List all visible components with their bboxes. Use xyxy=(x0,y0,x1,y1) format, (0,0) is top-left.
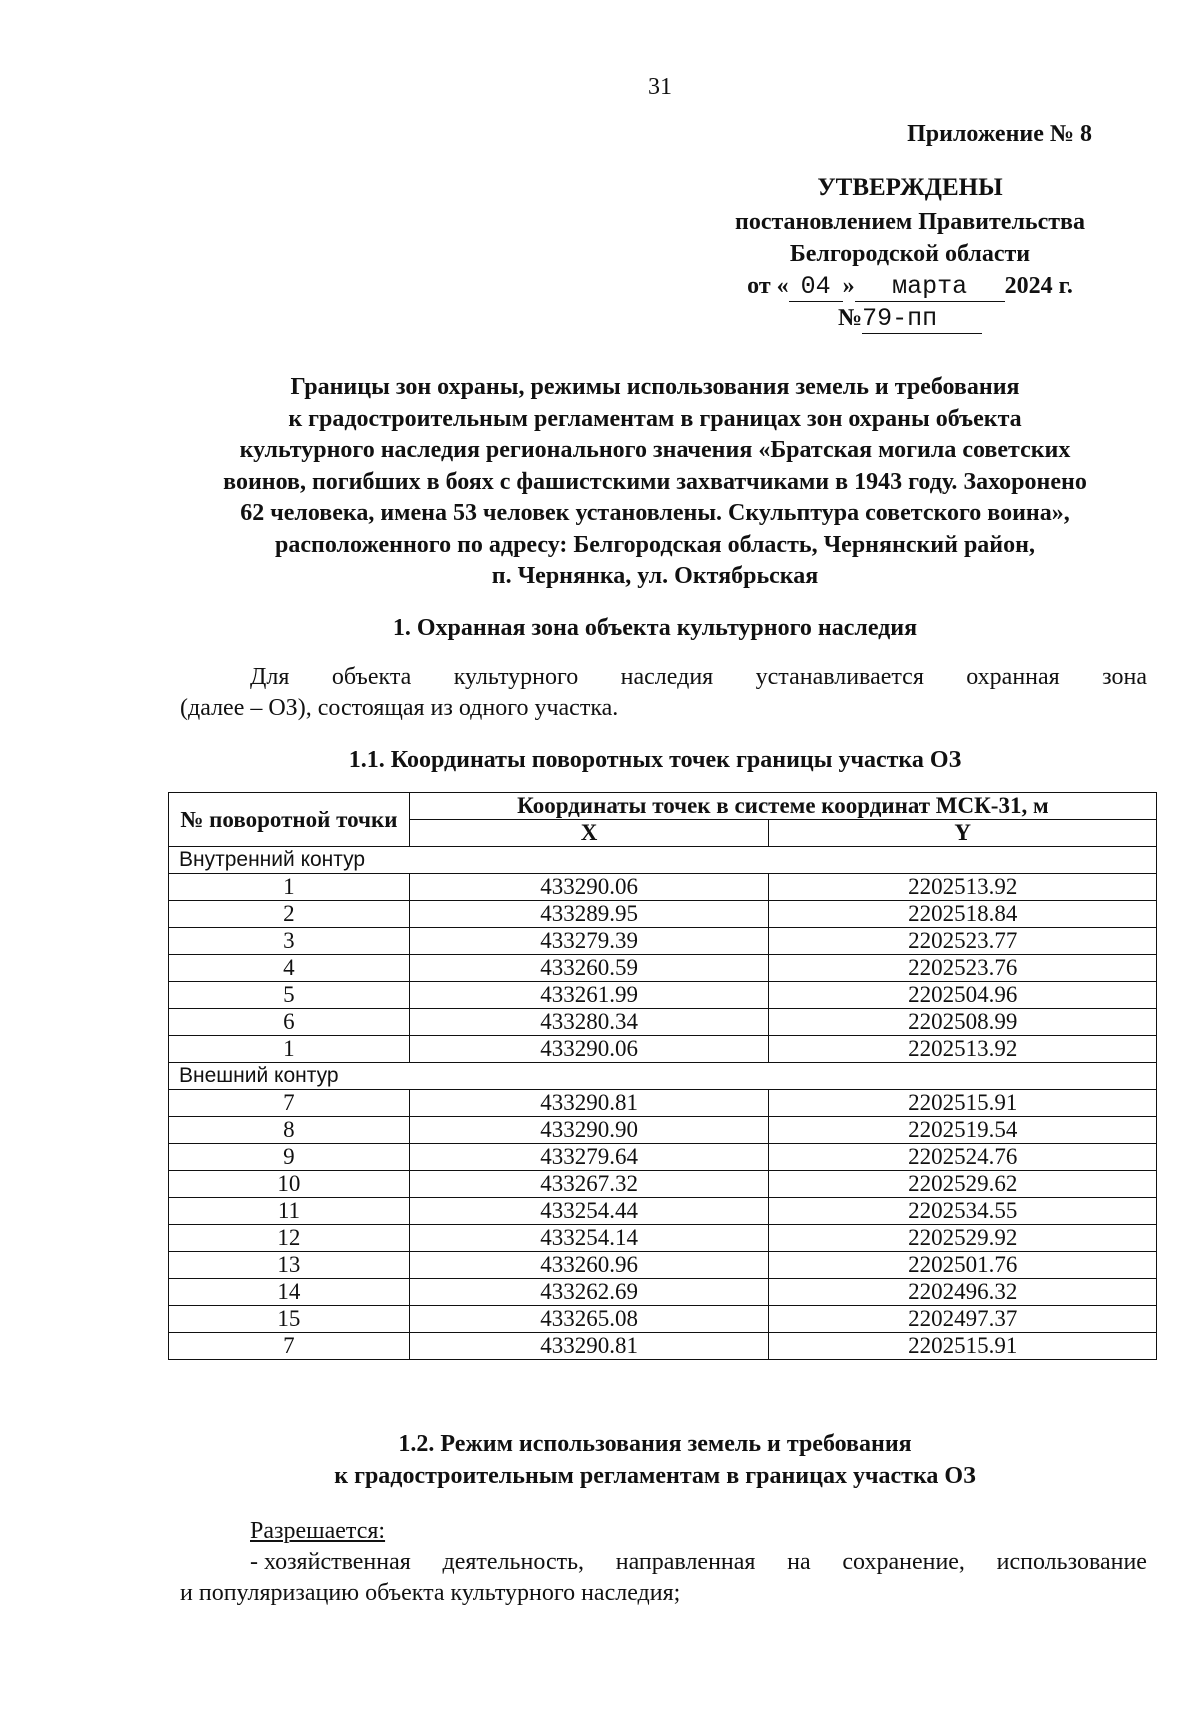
intro-word: устанавливается xyxy=(755,664,924,690)
approval-date xyxy=(700,270,1120,302)
table-row xyxy=(169,1117,1157,1144)
allowed-word: деятельность, xyxy=(442,1549,585,1575)
number-prefix: № xyxy=(837,305,863,331)
point-number-cell: 7 xyxy=(169,1333,410,1360)
x-coordinate-cell: 433290.06 xyxy=(409,874,769,901)
title-line: п. Чернянка, ул. Октябрьская xyxy=(491,563,819,589)
point-number-cell: 3 xyxy=(169,928,410,955)
intro-word: зона xyxy=(1102,664,1147,690)
x-coordinate-cell: 433280.34 xyxy=(409,1009,769,1036)
point-number-cell: 10 xyxy=(169,1171,410,1198)
approval-block xyxy=(700,118,1120,334)
coordinates-table xyxy=(168,792,1157,1360)
table-row xyxy=(169,874,1157,901)
x-coordinate-cell: 433254.44 xyxy=(409,1198,769,1225)
approval-number xyxy=(700,302,1120,334)
y-coordinate-cell: 2202515.91 xyxy=(769,1090,1157,1117)
table-group-row xyxy=(169,847,1157,874)
point-number-cell: 6 xyxy=(169,1009,410,1036)
table-row xyxy=(169,1036,1157,1063)
allowed-word: использование xyxy=(996,1549,1147,1575)
intro-paragraph xyxy=(180,662,1147,724)
table-row xyxy=(169,1333,1157,1360)
point-number-cell: 11 xyxy=(169,1198,410,1225)
y-coordinate-cell: 2202508.99 xyxy=(769,1009,1157,1036)
x-coordinate-cell: 433290.81 xyxy=(409,1090,769,1117)
x-coordinate-cell: 433290.06 xyxy=(409,1036,769,1063)
point-number-cell: 9 xyxy=(169,1144,410,1171)
y-coordinate-cell: 2202529.62 xyxy=(769,1171,1157,1198)
date-month: марта xyxy=(855,273,1005,302)
allowed-item-1-line-2: и популяризацию объекта культурного наследия; xyxy=(180,1580,681,1606)
table-row xyxy=(169,1279,1157,1306)
point-number-cell: 7 xyxy=(169,1090,410,1117)
point-number-cell: 5 xyxy=(169,982,410,1009)
x-coordinate-cell: 433279.64 xyxy=(409,1144,769,1171)
approval-line-1: постановлением Правительства xyxy=(734,209,1085,235)
contour-label: Внешний контур xyxy=(169,1063,1157,1090)
point-number-cell: 15 xyxy=(169,1306,410,1333)
y-coordinate-cell: 2202518.84 xyxy=(769,901,1157,928)
contour-label: Внутренний контур xyxy=(169,847,1157,874)
y-coordinate-cell: 2202534.55 xyxy=(769,1198,1157,1225)
table-row xyxy=(169,928,1157,955)
table-row xyxy=(169,1252,1157,1279)
intro-word: культурного xyxy=(453,664,579,690)
y-coordinate-cell: 2202519.54 xyxy=(769,1117,1157,1144)
date-day: 04 xyxy=(789,273,843,302)
x-coordinate-cell: 433254.14 xyxy=(409,1225,769,1252)
allowed-word: на xyxy=(787,1549,811,1575)
date-year: 2024 г. xyxy=(1004,273,1073,299)
y-coordinate-cell: 2202529.92 xyxy=(769,1225,1157,1252)
point-number-cell: 2 xyxy=(169,901,410,928)
appendix-label: Приложение № 8 xyxy=(907,121,1092,147)
title-line: к градостроительным регламентам в границах зон охраны объекта xyxy=(288,405,1022,432)
table-row xyxy=(169,1009,1157,1036)
intro-line-1 xyxy=(180,662,1147,693)
intro-word: наследия xyxy=(620,664,714,690)
coordinates-table-body xyxy=(169,847,1157,1360)
col-header-y: Y xyxy=(769,820,1157,847)
point-number-cell: 1 xyxy=(169,1036,410,1063)
allowed-block xyxy=(180,1516,1147,1609)
x-coordinate-cell: 433290.81 xyxy=(409,1333,769,1360)
table-row xyxy=(169,1171,1157,1198)
allowed-item-1-line-1 xyxy=(180,1547,1147,1578)
x-coordinate-cell: 433289.95 xyxy=(409,901,769,928)
y-coordinate-cell: 2202497.37 xyxy=(769,1306,1157,1333)
col-header-x: X xyxy=(409,820,769,847)
x-coordinate-cell: 433262.69 xyxy=(409,1279,769,1306)
section-1-heading: 1. Охранная зона объекта культурного наследия xyxy=(392,615,918,641)
col-header-coords: Координаты точек в системе координат МСК-31, м xyxy=(409,793,1156,820)
y-coordinate-cell: 2202523.77 xyxy=(769,928,1157,955)
x-coordinate-cell: 433279.39 xyxy=(409,928,769,955)
x-coordinate-cell: 433260.59 xyxy=(409,955,769,982)
point-number-cell: 13 xyxy=(169,1252,410,1279)
x-coordinate-cell: 433265.08 xyxy=(409,1306,769,1333)
y-coordinate-cell: 2202501.76 xyxy=(769,1252,1157,1279)
approved-heading: УТВЕРЖДЕНЫ xyxy=(817,174,1003,201)
title-line: расположенного по адресу: Белгородская область, Чернянский район, xyxy=(275,531,1035,558)
point-number-cell: 1 xyxy=(169,874,410,901)
allowed-label-text: Разрешается: xyxy=(250,1518,386,1544)
table-row xyxy=(169,1090,1157,1117)
x-coordinate-cell: 433260.96 xyxy=(409,1252,769,1279)
point-number-cell: 4 xyxy=(169,955,410,982)
table-row xyxy=(169,1225,1157,1252)
x-coordinate-cell: 433267.32 xyxy=(409,1171,769,1198)
table-row xyxy=(169,982,1157,1009)
section-1-2-line-1: 1.2. Режим использования земель и требования xyxy=(398,1431,912,1457)
date-prefix: от « xyxy=(747,273,789,299)
table-row xyxy=(169,901,1157,928)
y-coordinate-cell: 2202513.92 xyxy=(769,874,1157,901)
page-number: 31 xyxy=(648,74,672,100)
table-row xyxy=(169,1306,1157,1333)
section-1-1-heading: 1.1. Координаты поворотных точек границы участка ОЗ xyxy=(348,747,962,773)
y-coordinate-cell: 2202524.76 xyxy=(769,1144,1157,1171)
allowed-word: сохранение, xyxy=(842,1549,965,1575)
y-coordinate-cell: 2202523.76 xyxy=(769,955,1157,982)
title-line: культурного наследия регионального значения «Братская могила советских xyxy=(239,437,1071,463)
approval-line-2: Белгородской области xyxy=(789,241,1031,267)
intro-word: Для xyxy=(250,664,290,690)
point-number-cell: 12 xyxy=(169,1225,410,1252)
title-line: воинов, погибших в боях с фашистскими захватчиками в 1943 году. Захоронено xyxy=(223,468,1087,495)
intro-word: объекта xyxy=(331,664,412,690)
section-1-2-heading xyxy=(175,1428,1135,1492)
section-1-2-line-2: к градостроительным регламентам в границах участка ОЗ xyxy=(334,1463,976,1489)
y-coordinate-cell: 2202496.32 xyxy=(769,1279,1157,1306)
table-row xyxy=(169,1144,1157,1171)
title-line: 62 человека, имена 53 человек установлены. Скульптура советского воина», xyxy=(240,500,1070,526)
y-coordinate-cell: 2202513.92 xyxy=(769,1036,1157,1063)
allowed-word: направленная xyxy=(615,1549,756,1575)
point-number-cell: 8 xyxy=(169,1117,410,1144)
point-number-cell: 14 xyxy=(169,1279,410,1306)
intro-word: охранная xyxy=(966,664,1060,690)
table-row xyxy=(169,955,1157,982)
x-coordinate-cell: 433261.99 xyxy=(409,982,769,1009)
allowed-label xyxy=(180,1516,1147,1547)
document-title xyxy=(175,372,1135,593)
col-header-point: № поворотной точки xyxy=(169,793,410,847)
date-mid: » xyxy=(842,273,855,299)
x-coordinate-cell: 433290.90 xyxy=(409,1117,769,1144)
y-coordinate-cell: 2202504.96 xyxy=(769,982,1157,1009)
table-row xyxy=(169,1198,1157,1225)
title-line: Границы зон охраны, режимы использования земель и требования xyxy=(290,374,1020,400)
allowed-word: - хозяйственная xyxy=(250,1549,411,1575)
table-group-row xyxy=(169,1063,1157,1090)
intro-line-2: (далее – ОЗ), состоящая из одного участка. xyxy=(180,695,619,721)
number-value: 79-пп xyxy=(862,305,982,334)
y-coordinate-cell: 2202515.91 xyxy=(769,1333,1157,1360)
